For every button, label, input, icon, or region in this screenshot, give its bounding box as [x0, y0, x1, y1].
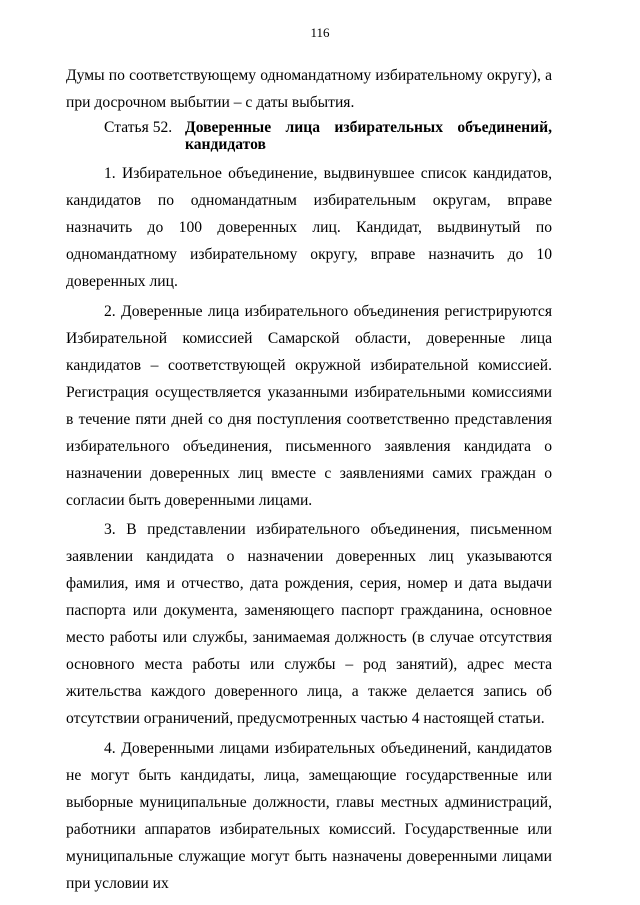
paragraph-3: 3. В представлении избирательного объединения, письменном заявлении кандидата о назначении доверенных лиц указываются фамилия, имя и отчество, дата рождения, серия, номер и дата выдачи паспорта или документа, заменяющего паспорт гражданина, основное место работы или службы, занимаемая должность (в случае отсутствия основного места работы или службы – род занятий), адрес места жительства каждого доверенного лица, а также делается запись об отсутствии ограничений, предусмотренных частью 4 настоящей статьи. — [66, 521, 552, 727]
article-heading — [66, 119, 552, 153]
document-body — [66, 62, 552, 899]
paragraph-4: 4. Доверенными лицами избирательных объединений, кандидатов не могут быть кандидаты, лица, замещающие государственные или выборные муниципальные должности, главы местных администраций, работники аппаратов избирательных комиссий. Государственные или муниципальные служащие могут быть назначены доверенными лицами при условии их — [66, 739, 552, 892]
article-number: Статья 52. — [104, 119, 173, 136]
paragraph-1: 1. Избирательное объединение, выдвинувшее список кандидатов, кандидатов по одномандатным избирательным округам, вправе назначить до 100 доверенных лиц. Кандидат, выдвинутый по одномандатному избирательному округу, вправе назначить до 10 доверенных лиц. — [66, 165, 552, 290]
page-number: 116 — [310, 25, 330, 40]
article-title: Доверенные лица избирательных объединений, кандидатов — [185, 119, 552, 153]
paragraph-2: 2. Доверенные лица избирательного объединения регистрируются Избирательной комиссией Самарской области, доверенные лица кандидатов – соответствующей окружной избирательной комиссией. Регистрация осуществляется указанными избирательными комиссиями в течение пяти дней со дня поступления соответственно представления избирательного объединения, письменного заявления кандидата о назначении доверенных лиц вместе с заявлениями самих граждан о согласии быть доверенными лицами. — [66, 302, 552, 509]
intro-paragraph: Думы по соответствующему одномандатному избирательному округу), а при досрочном выбытии – с даты выбытия. — [66, 67, 552, 111]
